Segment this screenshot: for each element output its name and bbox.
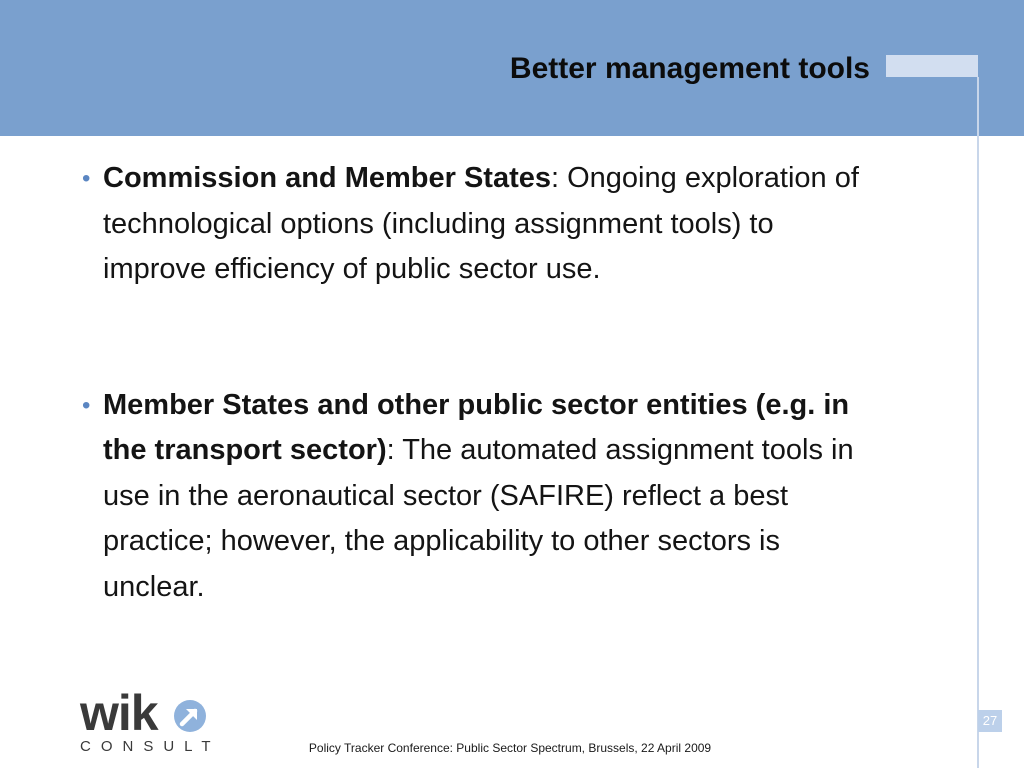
bullet-dot-icon: • <box>82 165 91 192</box>
arrow-circle-icon <box>173 699 207 733</box>
footer-text: Policy Tracker Conference: Public Sector Spectrum, Brussels, 22 April 2009 <box>308 741 712 755</box>
bullet-item <box>82 156 872 293</box>
bullet-list <box>82 156 872 610</box>
logo-subtitle: CONSULT <box>80 738 221 755</box>
logo-wordmark: wik <box>80 685 158 741</box>
slide-title: Better management tools <box>509 52 870 85</box>
bullet-lead-text: Member States and other public sector entities (e.g. in the transport sector) <box>103 388 850 466</box>
bullet-item <box>82 383 872 611</box>
right-divider-line <box>977 77 979 768</box>
bullet-body-text: : The automated assignment tools in use in the aeronautical sector (SAFIRE) reflect a best practice; however, the applicability to other sectors is unclear. <box>103 434 854 603</box>
page-number-badge: 27 <box>978 710 1002 732</box>
title-accent-bar <box>886 55 978 77</box>
wik-consult-logo <box>80 685 221 758</box>
bullet-lead-text: Commission and Member States <box>103 162 551 194</box>
bullet-dot-icon: • <box>82 391 91 419</box>
bullet-body-text: : Ongoing exploration of technological options (including assignment tools) to improve efficiency of public sector use. <box>103 162 859 285</box>
